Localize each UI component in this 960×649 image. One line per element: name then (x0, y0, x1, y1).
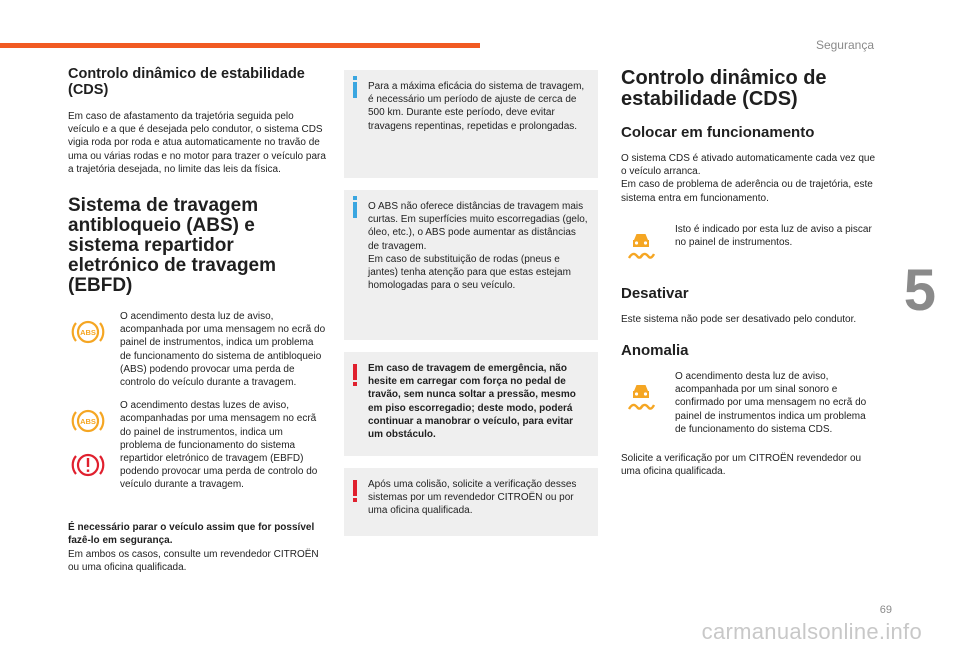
warning-mark-icon (353, 480, 357, 496)
info-mark-icon (353, 82, 357, 98)
column-left (68, 66, 326, 584)
stop-instruction: É necessário parar o veículo assim que for possível fazê-lo em segurança. (68, 522, 315, 547)
ebfd-warning-text: O acendimento destas luzes de aviso, acompanhadas por uma mensagem no ecrã do painel de instrumentos, indica um problema de funcionamento do sistema repartidor eletrónico de travagem (EBFD) podendo provocar uma perda de controlo do veículo durante a travagem. (120, 400, 318, 491)
note-text: Após uma colisão, solicite a verificação desses sistemas por um revendedor CITROËN ou por uma oficina qualificada. (368, 479, 577, 517)
consult-text: Em ambos os casos, consulte um revendedor CITROËN ou uma oficina qualificada. (68, 548, 319, 573)
indicator-row (621, 223, 877, 271)
note-text: Para a máxima eficácia do sistema de travagem, é necessário um período de ajuste de cerca de 500 km. Durante este período, deve evitar travagens repentinas, repetidas e prolongadas. (368, 81, 585, 132)
fault-heading: Anomalia (621, 342, 689, 360)
info-mark-icon (353, 202, 357, 218)
warning-note-collision (344, 468, 598, 536)
abs-warning-row (68, 310, 326, 389)
abs-heading: Sistema de travagem antibloqueio (ABS) e sistema repartidor eletrónico de travagem (EBFD) (68, 195, 277, 297)
page-number: 69 (879, 604, 892, 616)
cds-heading: Controlo dinâmico de estabilidade (CDS) (68, 66, 305, 98)
warning-note-emergency (344, 352, 598, 456)
note-text: Em caso de travagem de emergência, não hesite em carregar com força no pedal de travão, sem nunca soltar a pressão, mesmo em piso escorregadio; deste modo, poderá continuar a manobrar o veículo, para evitar um obstáculo. (368, 363, 576, 441)
fault-row (621, 370, 877, 436)
start-text-1: O sistema CDS é ativado automaticamente cada vez que o veículo arranca. (621, 153, 876, 178)
start-text-2: Em caso de problema de aderência ou de trajetória, este sistema entra em funcionamento. (621, 179, 873, 204)
info-note-abs (344, 190, 598, 340)
warning-mark-icon (353, 364, 357, 380)
indicator-text: Isto é indicado por esta luz de aviso a piscar no painel de instrumentos. (675, 223, 872, 249)
disable-text: Este sistema não pode ser desativado pelo condutor. (621, 313, 857, 325)
start-heading: Colocar em funcionamento (621, 124, 815, 141)
disable-heading: Desativar (621, 284, 689, 302)
svg-text:ABS: ABS (80, 417, 96, 427)
brake-warning-icon (70, 447, 106, 483)
abs-warning-icon (70, 403, 106, 439)
ebfd-warning-row (68, 399, 326, 511)
svg-text:ABS: ABS (80, 328, 96, 338)
header-accent-bar (0, 43, 480, 48)
cds-description: Em caso de afastamento da trajetória seguida pelo veículo e a que é desejada pelo condutor, o sistema CDS vigia roda por roda e atua automaticamente no travão de uma ou várias rodas e no motor para trazer o veículo para a trajetória desejada, no limite das leis da física. (68, 111, 326, 175)
stability-control-icon (623, 378, 659, 414)
watermark: carmanualsonline.info (701, 619, 922, 644)
note-text: O ABS não oferece distâncias de travagem mais curtas. Em superfícies muito escorregadias (gelo, óleo, etc.), o ABS pode aumentar as distâncias de travagem. (368, 201, 588, 252)
note-text: Em caso de substituição de rodas (pneus e jantes) tenha atenção para que estas estejam homologadas para o seu veículo. (368, 253, 571, 292)
info-note-break-in (344, 70, 598, 178)
cds-main-heading: Controlo dinâmico de estabilidade (CDS) (621, 67, 827, 110)
stability-control-icon (623, 227, 659, 263)
abs-warning-icon (70, 314, 106, 350)
fault-text: O acendimento desta luz de aviso, acompanhada por um sinal sonoro e confirmado por uma mensagem no ecrã do painel de instrumentos indica um problema de funcionamento do sistema CDS. (675, 371, 867, 435)
chapter-number: 5 (903, 258, 936, 323)
section-title: Segurança (815, 38, 874, 52)
column-middle (344, 70, 598, 548)
abs-warning-text: O acendimento desta luz de aviso, acompanhada por uma mensagem no ecrã do painel de instrumentos, indica um problema de funcionamento do sistema de antibloqueio (ABS) podendo provocar uma perda de controlo do veículo durante a travagem. (120, 311, 326, 389)
column-right (621, 68, 877, 488)
service-text: Solicite a verificação por um CITROËN revendedor ou uma oficina qualificada. (621, 453, 862, 478)
